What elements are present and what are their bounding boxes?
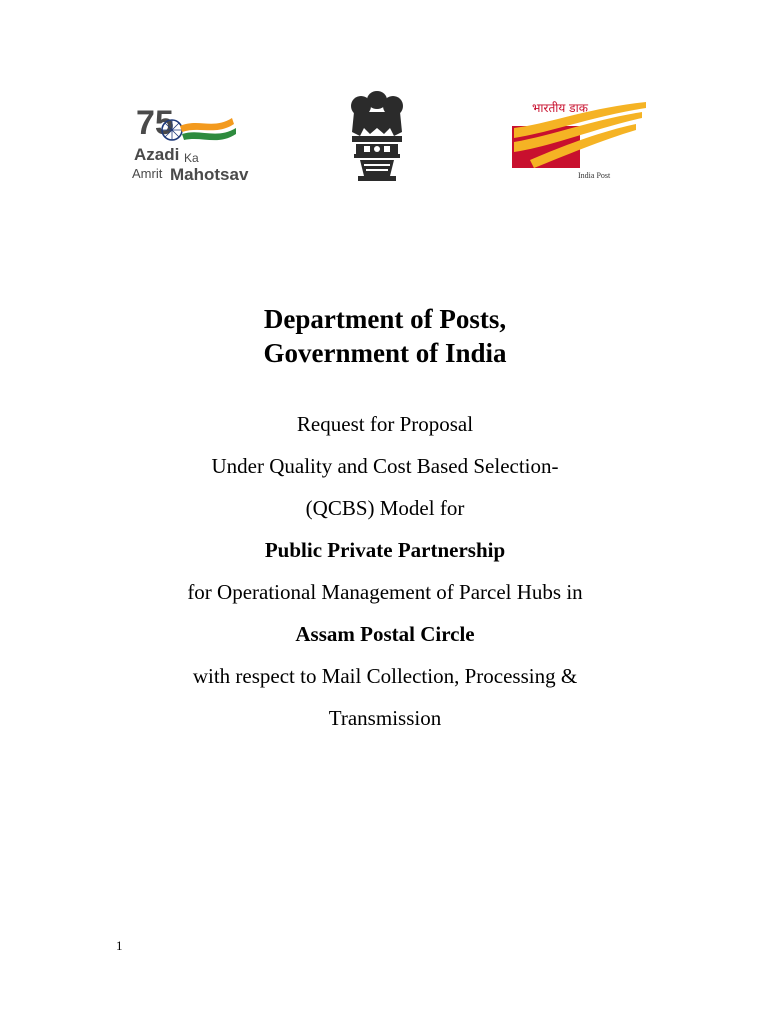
circle-heading: Assam Postal Circle xyxy=(295,622,475,646)
india-post-hindi: भारतीय डाक xyxy=(532,101,588,115)
title-line-1: Department of Posts, xyxy=(263,304,507,334)
qcbs-line-1: Under Quality and Cost Based Selection- xyxy=(211,454,559,478)
header-logos xyxy=(0,0,770,200)
respect-line: with respect to Mail Collection, Processing & xyxy=(192,664,578,688)
operational-line: for Operational Management of Parcel Hubs in xyxy=(187,580,583,604)
title-line-2: Government of India xyxy=(263,338,507,368)
india-post-logo xyxy=(508,98,650,184)
svg-text:Amrit: Amrit xyxy=(132,166,163,181)
document-title xyxy=(0,302,770,370)
svg-text:Mahotsav: Mahotsav xyxy=(170,165,249,184)
akam-number: 75 xyxy=(136,104,174,142)
svg-text:Azadi: Azadi xyxy=(134,145,180,164)
page-number: 1 xyxy=(116,938,123,953)
saffron-stroke xyxy=(180,118,234,132)
india-post-english: India Post xyxy=(578,171,611,180)
ppp-heading: Public Private Partnership xyxy=(264,538,506,562)
transmission-line: Transmission xyxy=(328,706,442,730)
qcbs-line-2: (QCBS) Model for xyxy=(305,496,465,520)
azadi-ka-amrit-mahotsav-logo xyxy=(128,100,263,185)
national-emblem-icon xyxy=(344,88,410,184)
svg-text:Ka: Ka xyxy=(184,151,199,165)
rfp-heading: Request for Proposal xyxy=(296,412,474,436)
